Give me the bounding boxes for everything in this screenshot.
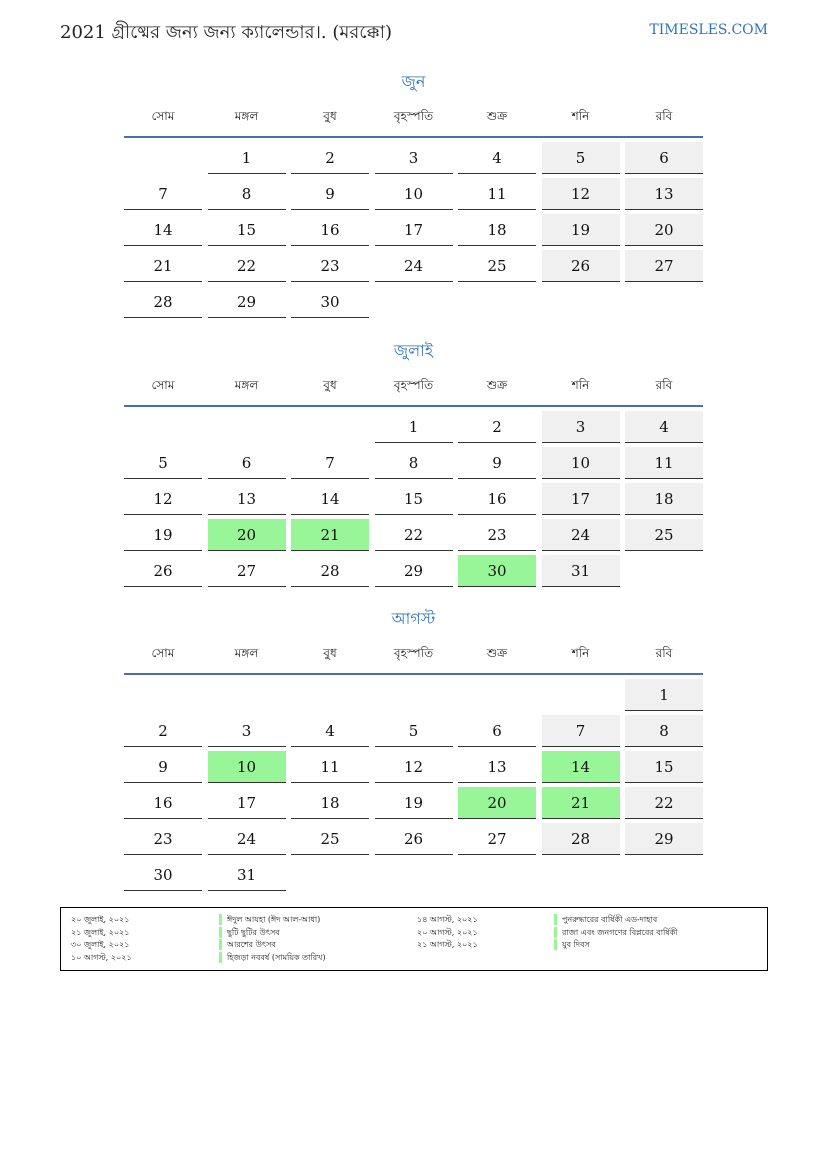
day-cell: 22 (208, 250, 286, 282)
day-cell: 13 (458, 751, 536, 783)
month-title: আগস্ট (391, 609, 436, 628)
day-cell: 30 (458, 555, 536, 587)
weekday-label: রবি (655, 378, 673, 392)
day-cell: 15 (625, 751, 703, 783)
month-title: জুন (401, 72, 426, 91)
day-cell: 28 (124, 286, 202, 318)
day-cell: 7 (542, 715, 620, 747)
weekday-label: বৃহস্পতি (393, 646, 434, 660)
day-cell: 17 (375, 214, 453, 246)
weekday-header (124, 637, 703, 675)
day-cell: 4 (458, 142, 536, 174)
legend-date: ৩০ জুলাই, ২০২১ (71, 940, 130, 949)
day-cell: 16 (291, 214, 369, 246)
legend-holiday-name: আরশের উৎসব (219, 939, 276, 950)
day-cell: 6 (458, 715, 536, 747)
weekday-label: সোম (151, 378, 175, 392)
day-cell: 28 (542, 823, 620, 855)
day-grid (124, 675, 703, 884)
legend-holiday-name: ছুটি ছুটির উৎসব (219, 927, 280, 938)
day-cell: 1 (375, 411, 453, 443)
weekday-label: বৃহস্পতি (393, 109, 434, 123)
site-link[interactable]: TIMESLES.COM (649, 22, 768, 38)
day-cell: 16 (124, 787, 202, 819)
weekday-label: সোম (151, 646, 175, 660)
day-cell: 21 (124, 250, 202, 282)
weekday-label: শুক্র (486, 378, 508, 392)
day-cell: 5 (375, 715, 453, 747)
day-cell: 8 (208, 178, 286, 210)
weekday-label: শনি (571, 646, 590, 660)
weekday-label: মঙ্গল (234, 646, 259, 660)
legend-holiday-name: যুব দিবস (554, 939, 590, 950)
weekday-header (124, 369, 703, 407)
weekday-label: শনি (571, 109, 590, 123)
holiday-legend (60, 907, 768, 971)
legend-holiday-name: রাজা এবং জনগণের বিপ্লবের বার্ষিকী (554, 927, 678, 938)
day-cell: 2 (458, 411, 536, 443)
day-cell: 23 (124, 823, 202, 855)
legend-date: ১০ আগস্ট, ২০২১ (71, 952, 132, 962)
day-cell: 27 (208, 555, 286, 587)
day-cell: 15 (208, 214, 286, 246)
legend-date: ২০ জুলাই, ২০২১ (71, 915, 130, 924)
day-cell: 2 (124, 715, 202, 747)
day-cell: 21 (542, 787, 620, 819)
day-cell: 7 (124, 178, 202, 210)
day-cell: 2 (291, 142, 369, 174)
day-cell: 19 (542, 214, 620, 246)
day-cell: 3 (208, 715, 286, 747)
weekday-label: বুধ (323, 109, 337, 123)
day-cell: 20 (208, 519, 286, 551)
legend-date: ১৪ আগস্ট, ২০২১ (417, 915, 478, 924)
page-title: 2021 গ্রীষ্মের জন্য জন্য ক্যালেন্ডার।. (মরক্কো) (60, 22, 393, 43)
day-cell: 21 (291, 519, 369, 551)
day-cell: 12 (375, 751, 453, 783)
day-cell: 29 (375, 555, 453, 587)
day-cell: 10 (208, 751, 286, 783)
weekday-label: মঙ্গল (234, 378, 259, 392)
day-cell: 6 (208, 447, 286, 479)
day-cell: 9 (291, 178, 369, 210)
day-cell: 4 (625, 411, 703, 443)
weekday-label: বুধ (323, 646, 337, 660)
day-cell: 5 (542, 142, 620, 174)
day-cell: 10 (375, 178, 453, 210)
day-cell: 26 (124, 555, 202, 587)
legend-holiday-name: পুনরুদ্ধারের বার্ষিকী এড-দাহাব (554, 914, 657, 925)
day-cell: 23 (458, 519, 536, 551)
day-cell: 18 (291, 787, 369, 819)
legend-date: ২০ আগস্ট, ২০২১ (417, 927, 478, 937)
legend-holiday-name: হিজড়া নববর্ষ (সাময়িক তারিখ) (219, 952, 326, 963)
legend-holiday-name: ঈদুল আযহা (ঈদ আল-আধা) (219, 914, 320, 925)
day-cell: 13 (625, 178, 703, 210)
weekday-label: মঙ্গল (234, 109, 259, 123)
weekday-label: সোম (151, 109, 175, 123)
day-cell: 20 (625, 214, 703, 246)
day-cell: 22 (375, 519, 453, 551)
day-cell: 3 (542, 411, 620, 443)
day-cell: 14 (124, 214, 202, 246)
weekday-label: রবি (655, 646, 673, 660)
day-cell: 1 (625, 679, 703, 711)
day-cell: 6 (625, 142, 703, 174)
weekday-label: রবি (655, 109, 673, 123)
day-cell: 29 (625, 823, 703, 855)
day-cell: 23 (291, 250, 369, 282)
day-cell: 11 (458, 178, 536, 210)
day-cell: 14 (291, 483, 369, 515)
day-cell: 17 (208, 787, 286, 819)
day-cell: 25 (625, 519, 703, 551)
day-cell: 16 (458, 483, 536, 515)
day-cell: 10 (542, 447, 620, 479)
day-cell: 11 (291, 751, 369, 783)
day-cell: 3 (375, 142, 453, 174)
day-cell: 13 (208, 483, 286, 515)
day-cell: 14 (542, 751, 620, 783)
day-cell: 18 (458, 214, 536, 246)
weekday-label: শুক্র (486, 646, 508, 660)
day-cell: 18 (625, 483, 703, 515)
day-cell: 12 (542, 178, 620, 210)
month-title: জুলাই (393, 341, 434, 360)
day-cell: 8 (625, 715, 703, 747)
legend-date: ২১ জুলাই, ২০২১ (71, 927, 130, 937)
weekday-header (124, 100, 703, 138)
day-cell: 25 (458, 250, 536, 282)
day-cell: 27 (458, 823, 536, 855)
day-cell: 24 (542, 519, 620, 551)
day-cell: 8 (375, 447, 453, 479)
day-cell: 25 (291, 823, 369, 855)
day-cell: 29 (208, 286, 286, 318)
day-cell: 15 (375, 483, 453, 515)
day-cell: 28 (291, 555, 369, 587)
month-august (124, 607, 703, 884)
day-cell: 17 (542, 483, 620, 515)
day-cell: 31 (542, 555, 620, 587)
day-cell: 9 (458, 447, 536, 479)
day-cell: 1 (208, 142, 286, 174)
day-cell: 24 (375, 250, 453, 282)
day-cell: 26 (375, 823, 453, 855)
day-cell: 9 (124, 751, 202, 783)
day-cell: 24 (208, 823, 286, 855)
weekday-label: বুধ (323, 378, 337, 392)
day-cell: 26 (542, 250, 620, 282)
day-cell: 30 (124, 859, 202, 891)
day-cell: 12 (124, 483, 202, 515)
day-cell: 19 (124, 519, 202, 551)
day-cell: 7 (291, 447, 369, 479)
day-grid (124, 407, 703, 587)
page-header (60, 18, 768, 46)
day-cell: 19 (375, 787, 453, 819)
weekday-label: শনি (571, 378, 590, 392)
day-cell: 20 (458, 787, 536, 819)
weekday-label: শুক্র (486, 109, 508, 123)
day-cell: 27 (625, 250, 703, 282)
month-july (124, 339, 703, 587)
day-cell: 30 (291, 286, 369, 318)
day-cell: 5 (124, 447, 202, 479)
month-june (124, 70, 703, 318)
day-grid (124, 138, 703, 318)
weekday-label: বৃহস্পতি (393, 378, 434, 392)
day-cell: 22 (625, 787, 703, 819)
day-cell: 11 (625, 447, 703, 479)
day-cell: 31 (208, 859, 286, 891)
day-cell: 4 (291, 715, 369, 747)
legend-date: ২১ আগস্ট, ২০২১ (417, 940, 478, 949)
